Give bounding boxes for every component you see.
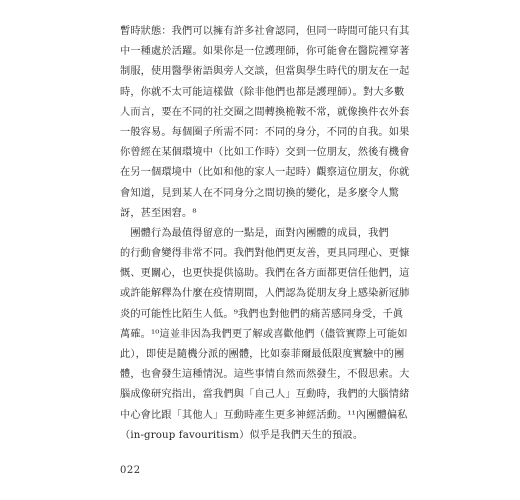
text-line: 萬確。¹⁰這並非因為我們更了解或喜歡他們（儘管實際上可能如	[120, 328, 408, 340]
text-line: 炎的可能性比陌生人低。⁹我們也對他們的痛苦感同身受，千眞	[120, 308, 404, 320]
text-line: 你曾經在某個環境中（比如工作時）交到一位朋友，然後有機會	[120, 147, 410, 159]
paragraph-1	[120, 22, 410, 224]
text-line: 慨、更關心，也更快提供協助。我們在各方面都更信任他們，這	[120, 268, 410, 280]
text-line: 腦成像研究指出，當我們與「自己人」互動時，我們的大腦情緒	[120, 389, 410, 401]
text-line: 制服，使用醫學術語與旁人交談，但當與學生時代的朋友在一起	[120, 66, 410, 78]
text-line: 團體行為最值得留意的一點是，面對內團體的成員，我們	[120, 227, 389, 239]
text-line: 暫時狀態：我們可以擁有許多社會認同，但同一時間可能只有其	[120, 26, 410, 37]
text-line: 的行動會變得非常不同。我們對他們更友善，更具同理心、更慷	[120, 248, 410, 260]
text-line: 訝，甚至困窘。⁸	[120, 207, 197, 219]
body-text	[120, 22, 410, 446]
text-line: （in-group favouritism）似乎是我們天生的預設。	[120, 429, 364, 441]
text-line: 中一種處於活躍。如果你是一位護理師，你可能會在醫院裡穿著	[120, 46, 410, 58]
text-line: 體，也會發生這種情況。這些事情自然而然發生，不假思索。大	[120, 369, 410, 381]
text-line: 人而言，要在不同的社交圈之間轉換桅鞍不常，就像換件衣外套	[120, 106, 410, 118]
text-line: 此），即使是隨機分派的團體，比如泰菲爾最低限度實驗中的團	[120, 349, 405, 360]
text-line: 會知道，見到某人在不同身分之間切換的變化，是多麼令人驚	[120, 187, 400, 199]
text-line: 在另一個環境中（比如和他的家人一起時）觀察這位朋友，你就	[120, 167, 410, 179]
text-line: 一般容易。每個圈子所需不同：不同的身分，不同的自我。如果	[120, 126, 410, 138]
text-line: 或許能解釋為什麼在疫情期間，人們認為從朋友身上感染新冠肺	[120, 288, 410, 300]
paragraph-2	[120, 224, 410, 446]
page-number: 022	[120, 465, 141, 476]
text-line: 中心會比跟「其他人」互動時產生更多神經活動。¹¹內團體偏私	[120, 409, 408, 421]
text-line: 時，你就不太可能這樣做（除非他們也都是護理師）。對大多數	[120, 86, 405, 98]
